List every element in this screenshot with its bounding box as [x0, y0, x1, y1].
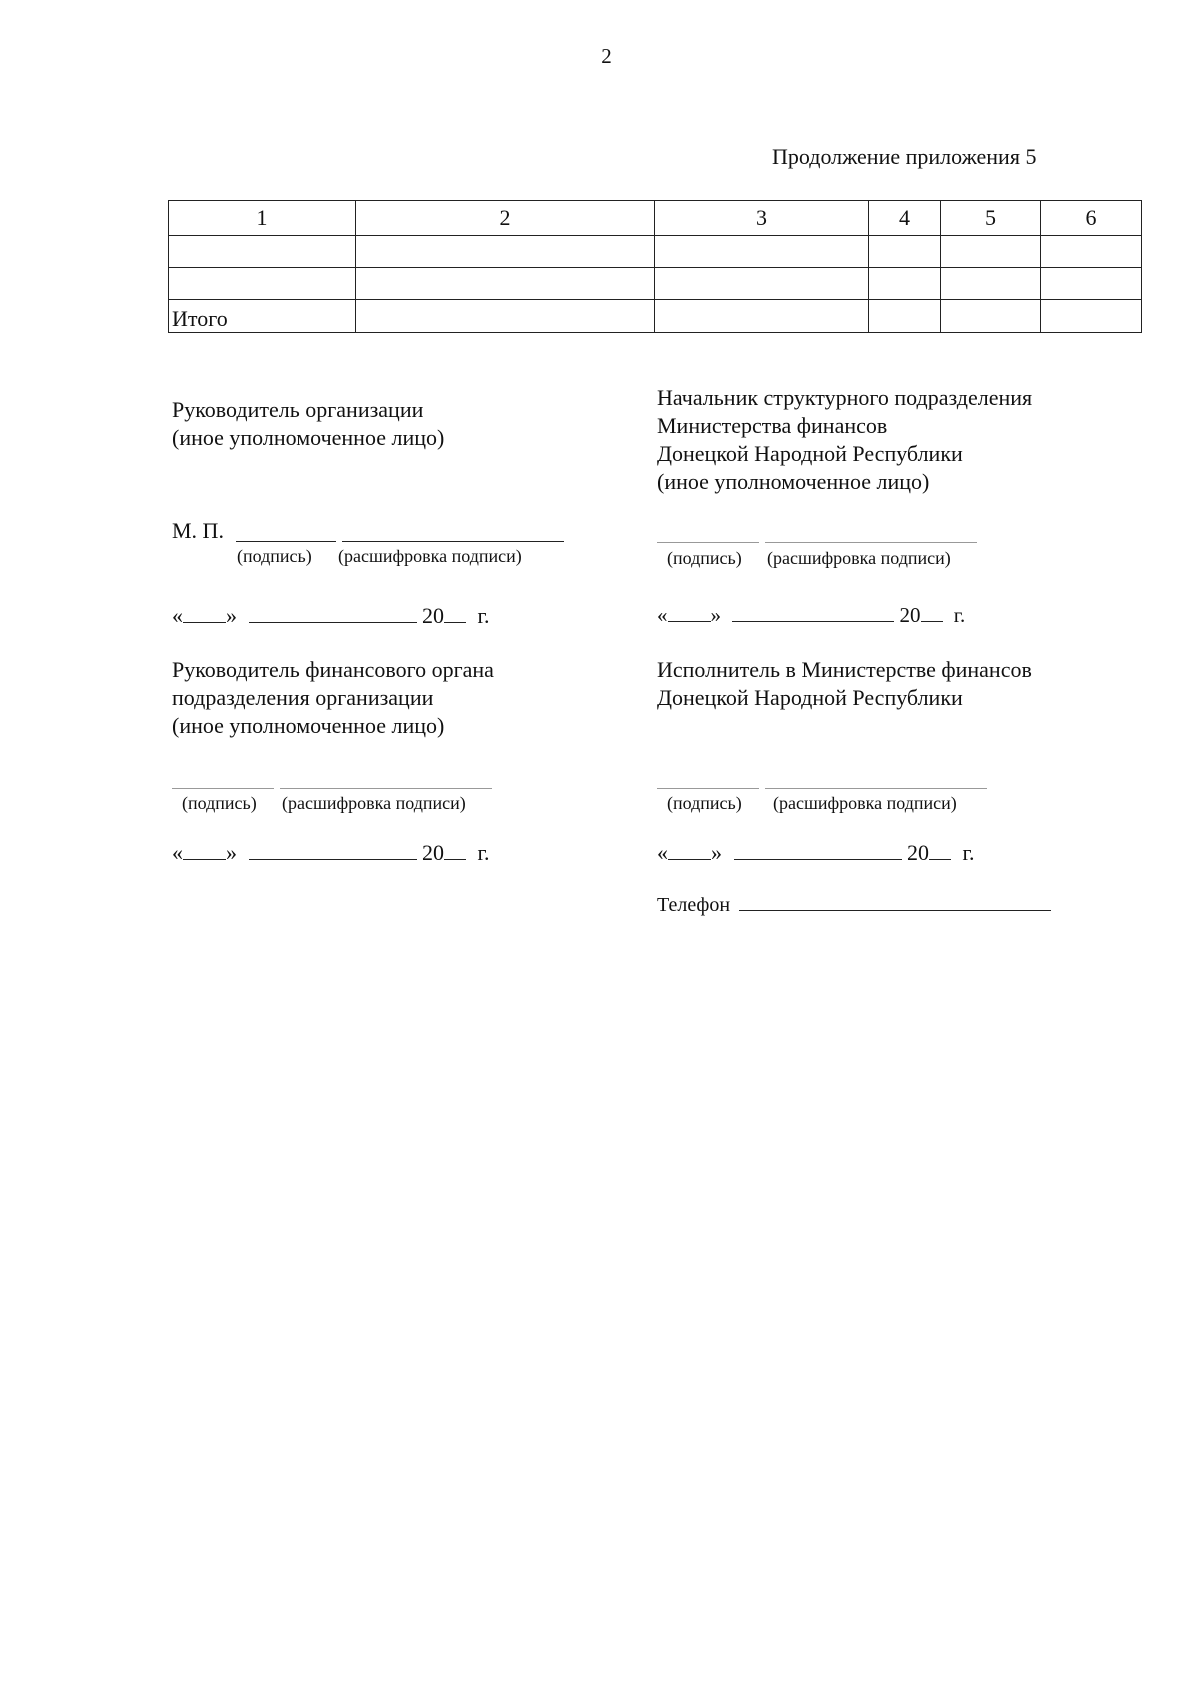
org-head-date [172, 603, 490, 629]
year-prefix: 20 [422, 840, 444, 865]
table-cell [1041, 300, 1142, 333]
signature-caption: (подпись) [182, 793, 257, 813]
date-close-quote: » [710, 603, 721, 627]
executor-title [657, 656, 1032, 712]
decoding-caption: (расшифровка подписи) [282, 793, 466, 813]
day-field[interactable] [183, 604, 226, 623]
table-cell [869, 236, 941, 268]
year-prefix: 20 [899, 603, 921, 627]
phone-field[interactable] [739, 892, 1051, 911]
finance-head-date [172, 840, 490, 866]
month-field[interactable] [249, 841, 417, 860]
table-header-row [169, 201, 1142, 236]
table-cell [356, 236, 655, 268]
executor-signature-line[interactable] [657, 788, 759, 789]
executor-line: Донецкой Народной Республики [657, 685, 963, 710]
table-row [169, 268, 1142, 300]
column-header: 4 [869, 201, 941, 236]
column-header: 2 [356, 201, 655, 236]
finance-head-line: (иное уполномоченное лицо) [172, 713, 445, 738]
table-cell [655, 236, 869, 268]
ministry-head-line: Донецкой Народной Республики [657, 441, 963, 466]
column-header: 6 [1041, 201, 1142, 236]
ministry-head-decoding-line[interactable] [765, 542, 977, 543]
finance-head-signature-line[interactable] [172, 788, 274, 789]
org-head-title [172, 396, 444, 452]
ministry-head-line: Начальник структурного подразделения [657, 385, 1033, 410]
year-field[interactable] [921, 603, 943, 622]
year-suffix: г. [477, 840, 490, 865]
day-field[interactable] [668, 603, 711, 622]
table-cell [941, 300, 1041, 333]
table-cell [655, 268, 869, 300]
date-open-quote: « [657, 603, 668, 627]
ministry-head-line: (иное уполномоченное лицо) [657, 469, 930, 494]
year-prefix: 20 [907, 840, 929, 865]
decoding-caption: (расшифровка подписи) [338, 546, 522, 566]
executor-date [657, 840, 975, 866]
table-cell [169, 268, 356, 300]
year-suffix: г. [953, 603, 966, 627]
table-cell [169, 236, 356, 268]
table-cell [356, 300, 655, 333]
date-close-quote: » [226, 840, 237, 865]
ministry-head-title [657, 384, 1032, 496]
data-table [168, 200, 1142, 333]
year-field[interactable] [444, 841, 466, 860]
total-label: Итого [169, 300, 356, 333]
date-close-quote: » [226, 603, 237, 628]
decoding-caption: (расшифровка подписи) [767, 548, 951, 568]
phone-label: Телефон [657, 894, 731, 916]
executor-decoding-line[interactable] [765, 788, 987, 789]
day-field[interactable] [183, 841, 226, 860]
ministry-head-signature-line[interactable] [657, 542, 759, 543]
stamp-label: М. П. [172, 518, 224, 543]
column-header: 3 [655, 201, 869, 236]
month-field[interactable] [249, 604, 417, 623]
phone-row [657, 892, 1051, 917]
table-cell [655, 300, 869, 333]
executor-line: Исполнитель в Министерстве финансов [657, 657, 1032, 682]
finance-head-title [172, 656, 494, 740]
year-suffix: г. [477, 603, 490, 628]
month-field[interactable] [734, 841, 902, 860]
date-open-quote: « [657, 840, 668, 865]
signature-caption: (подпись) [667, 548, 742, 568]
signature-caption: (подпись) [237, 546, 312, 566]
signature-caption: (подпись) [667, 793, 742, 813]
table-row [169, 236, 1142, 268]
org-head-line: (иное уполномоченное лицо) [172, 425, 445, 450]
day-field[interactable] [668, 841, 711, 860]
table-cell [869, 300, 941, 333]
year-prefix: 20 [422, 603, 444, 628]
year-field[interactable] [444, 604, 466, 623]
table-cell [356, 268, 655, 300]
column-header: 5 [941, 201, 1041, 236]
date-close-quote: » [711, 840, 722, 865]
ministry-head-date [657, 603, 965, 628]
decoding-caption: (расшифровка подписи) [773, 793, 957, 813]
date-open-quote: « [172, 603, 183, 628]
column-header: 1 [169, 201, 356, 236]
org-head-line: Руководитель организации [172, 397, 424, 422]
year-suffix: г. [962, 840, 975, 865]
table-cell [1041, 268, 1142, 300]
year-field[interactable] [929, 841, 951, 860]
table-cell [941, 236, 1041, 268]
date-open-quote: « [172, 840, 183, 865]
month-field[interactable] [732, 603, 894, 622]
finance-head-decoding-line[interactable] [280, 788, 492, 789]
table-cell [1041, 236, 1142, 268]
finance-head-line: подразделения организации [172, 685, 434, 710]
page-number: 2 [601, 44, 612, 68]
table-cell [869, 268, 941, 300]
continuation-label: Продолжение приложения 5 [772, 144, 1037, 169]
table-total-row [169, 300, 1142, 333]
ministry-head-line: Министерства финансов [657, 413, 888, 438]
table-cell [941, 268, 1041, 300]
org-head-decoding-line[interactable] [342, 541, 564, 542]
finance-head-line: Руководитель финансового органа [172, 657, 494, 682]
org-head-signature-line[interactable] [236, 541, 336, 542]
